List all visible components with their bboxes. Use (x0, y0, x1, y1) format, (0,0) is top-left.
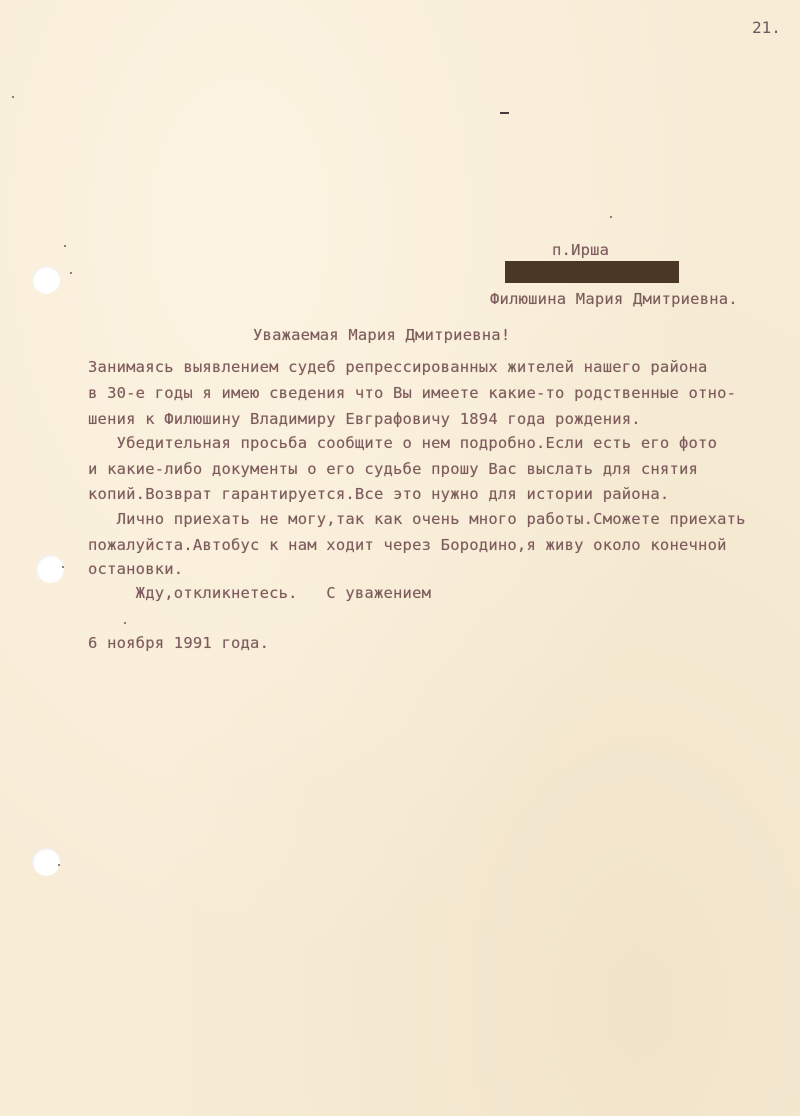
paragraph-1-line-3: шения к Филюшину Владимиру Евграфовичу 1894 года рождения. (88, 410, 641, 428)
dash-mark (500, 112, 509, 114)
address-settlement: п.Ирша (552, 241, 610, 259)
paragraph-3-line-2: пожалуйста.Автобус к нам ходит через Бородино,я живу около конечной (88, 536, 727, 554)
salutation: Уважаемая Мария Дмитриевна! (253, 326, 511, 344)
page-number: 21. (752, 18, 781, 37)
punch-hole-middle (36, 555, 64, 583)
paper-speck (58, 864, 60, 866)
punch-hole-bottom (32, 848, 60, 876)
paper-speck (610, 216, 612, 218)
date-line: 6 ноября 1991 года. (88, 634, 270, 652)
paragraph-3-line-1: Лично приехать не могу,так как очень много работы.Сможете приехать (88, 510, 746, 528)
paragraph-2-line-2: и какие-либо документы о его судьбе прошу Вас выслать для снятия (88, 460, 699, 478)
paragraph-2-line-1: Убедительная просьба сообщите о нем подробно.Если есть его фото (88, 434, 718, 452)
punch-hole-top (32, 266, 60, 294)
paper-speck (64, 245, 66, 247)
paragraph-1-line-2: в 30-е годы я имею сведения что Вы имеете какие-то родственные отно- (88, 384, 737, 402)
paper-speck (70, 272, 72, 274)
redaction-bar (505, 261, 679, 283)
paragraph-1-line-1: Занимаясь выявлением судеб репрессированных жителей нашего района (88, 358, 708, 376)
paper-speck (124, 622, 126, 624)
paper-speck (62, 566, 64, 568)
paper-speck (12, 96, 14, 98)
paragraph-2-line-3: копий.Возврат гарантируется.Все это нужно для истории района. (88, 485, 670, 503)
closing-line: Жду,откликнетесь. С уважением (88, 584, 432, 602)
address-recipient: Филюшина Мария Дмитриевна. (490, 290, 738, 308)
paragraph-3-line-3: остановки. (88, 560, 184, 578)
